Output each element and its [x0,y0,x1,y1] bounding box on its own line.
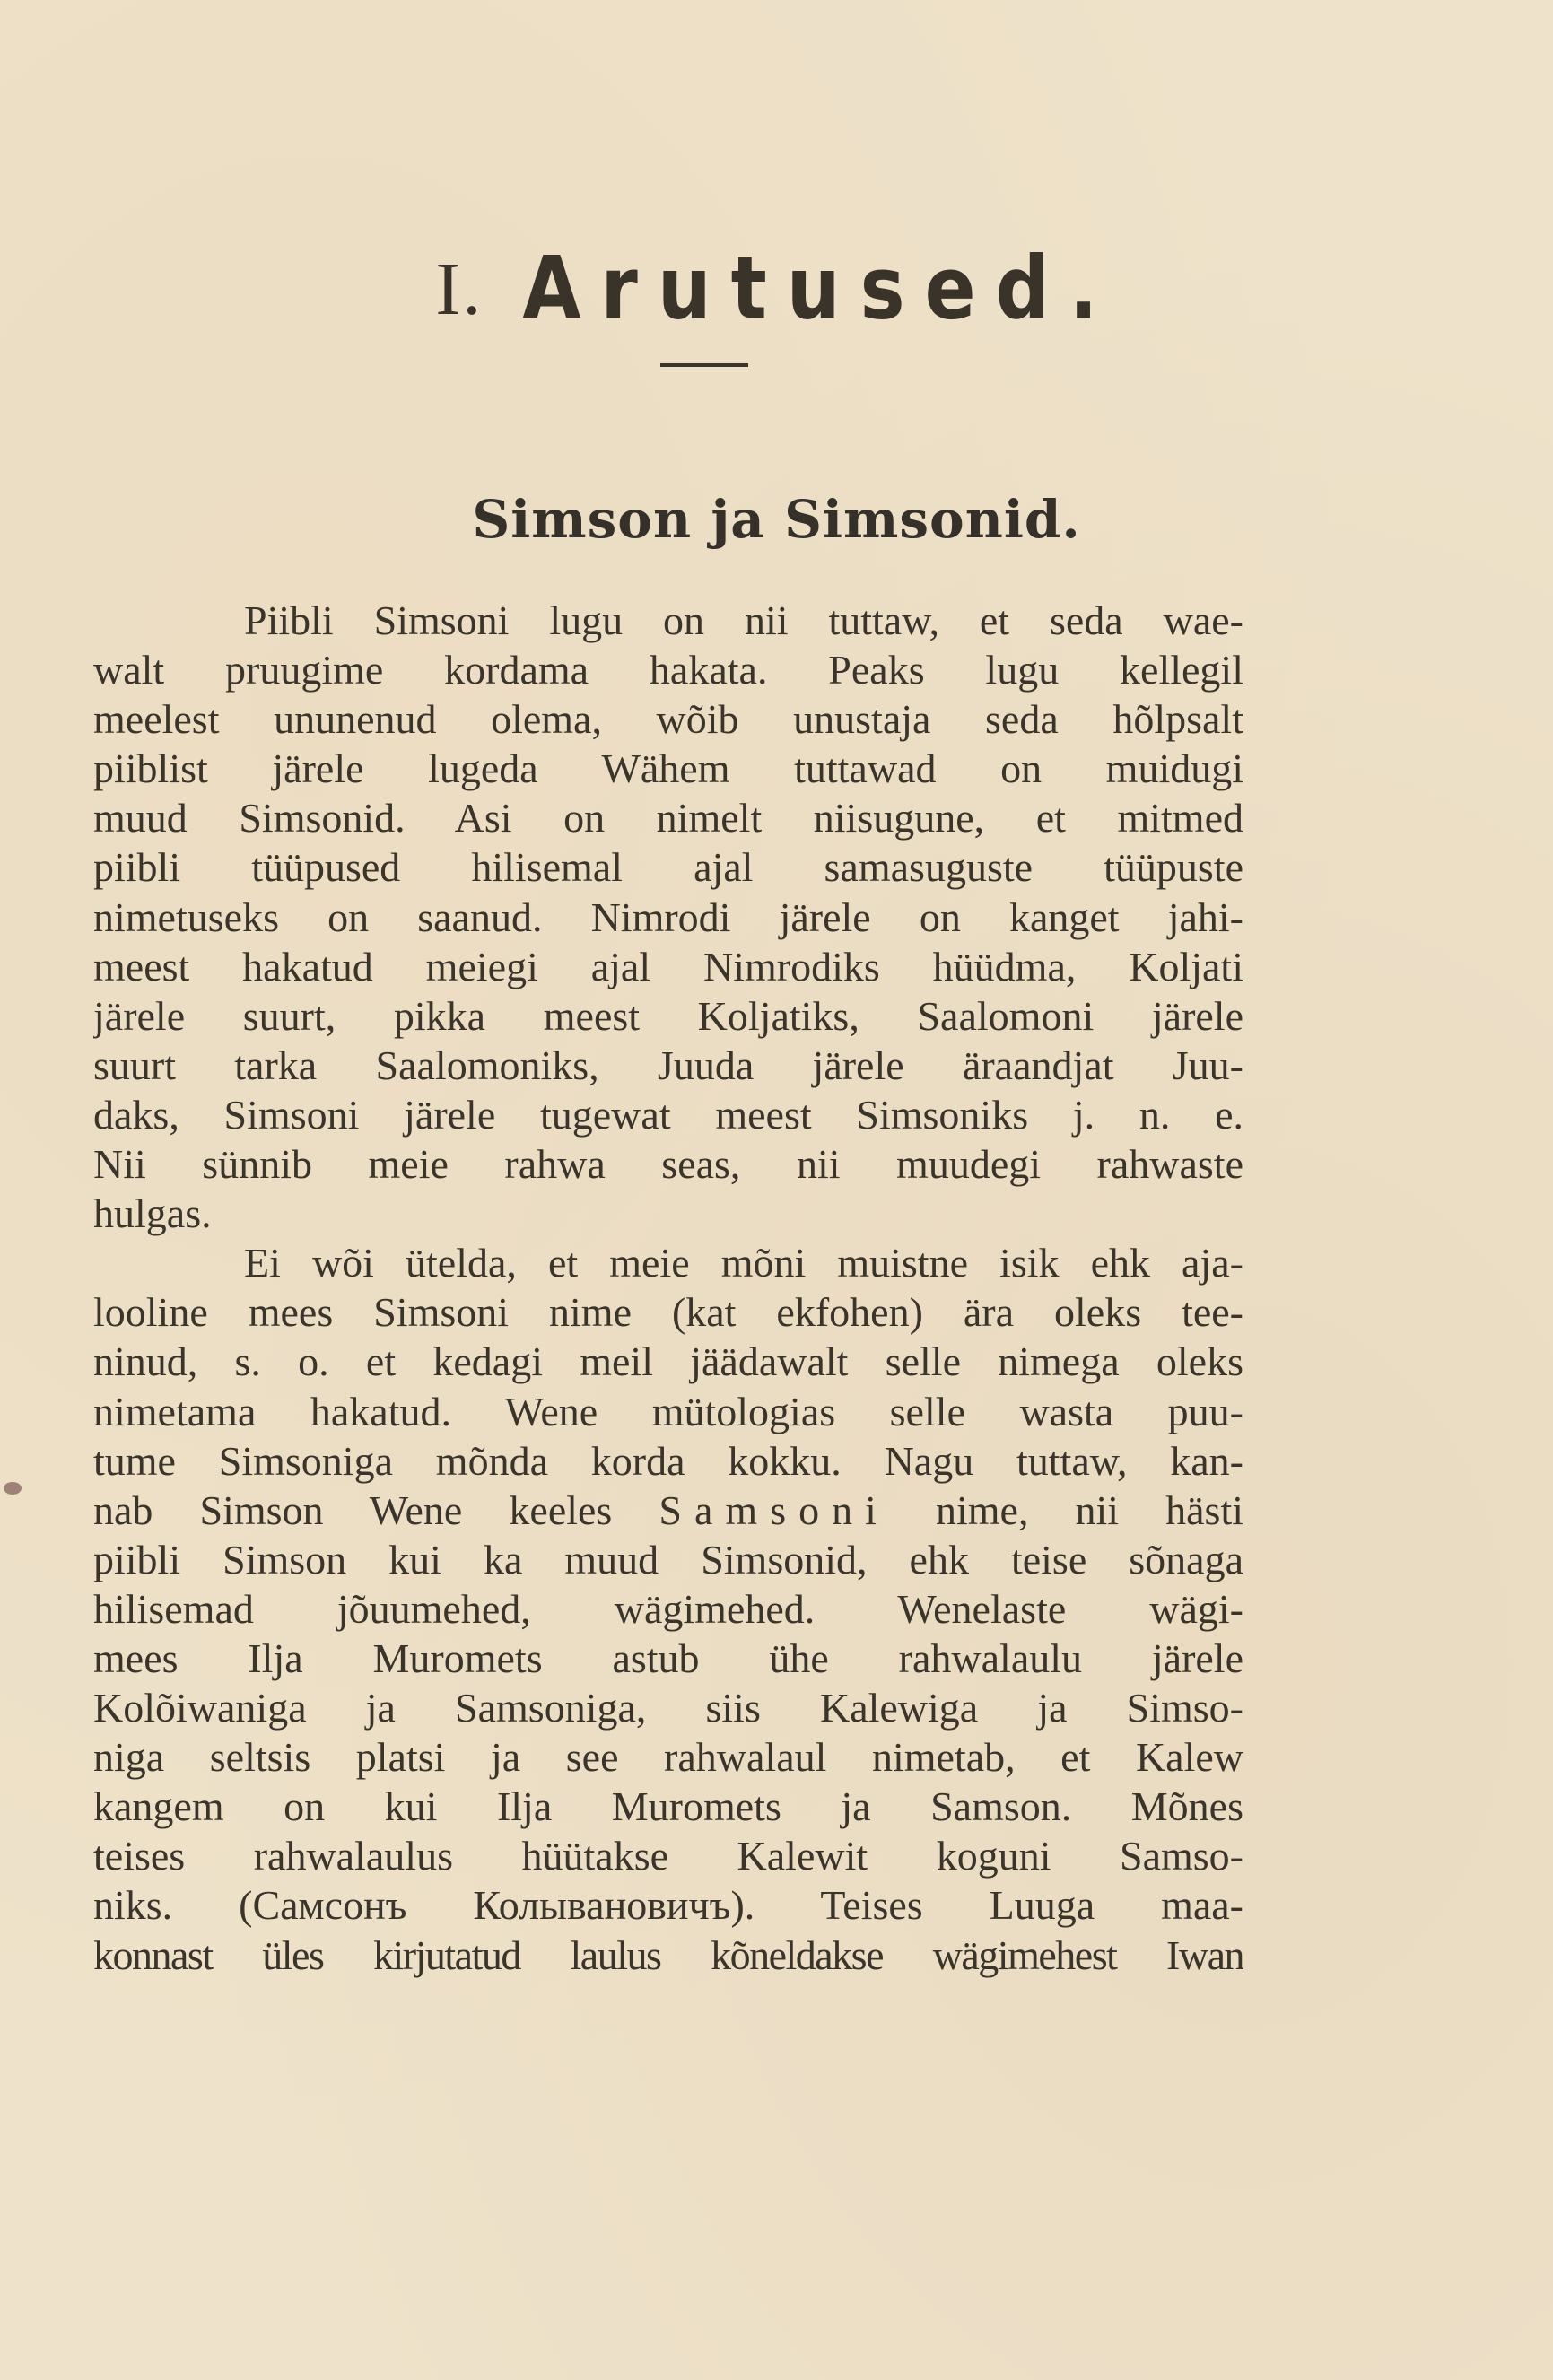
text-segment: nab Simson Wene keeles [93,1486,613,1533]
text-line: Piibli Simsoni lugu on nii tuttaw, et seda wae- [244,597,1243,643]
text-line: nimetama hakatud. Wene mütologias selle wasta puu- [93,1388,1243,1434]
text-line: järele suurt, pikka meest Koljatiks, Saalomoni järele [93,992,1243,1039]
text-line: hilisemad jõuumehed, wägimehed. Wenelaste wägi- [93,1585,1243,1632]
emphasized-word: Samsoni [659,1486,889,1533]
chapter-heading [0,237,1553,339]
text-line: daks, Simsoni järele tugewat meest Simsoniks j. n. e. [93,1091,1243,1138]
text-line: suurt tarka Saalomoniks, Juuda järele äraandjat Juu- [93,1042,1243,1088]
text-line: teises rahwalaulus hüütakse Kalewit koguni Samso- [93,1833,1243,1879]
text-line: Ei wõi ütelda, et meie mõni muistne isik ehk aja- [244,1240,1243,1286]
chapter-title: Arutused. [522,237,1118,339]
text-line: kangem on kui Ilja Muromets ja Samson. Mõnes [93,1783,1243,1830]
text-line-mixed [93,1880,1243,1930]
text-line: hulgas. [93,1190,212,1237]
heading-divider [660,363,748,367]
text-line: mees Ilja Muromets astub ühe rahwalaulu järele [93,1635,1243,1681]
chapter-number: I. [435,248,484,331]
text-line: niga seltsis platsi ja see rahwalaul nimetab, et Kalew [93,1734,1243,1781]
text-line-mixed [93,1486,1243,1535]
body-text [93,596,1243,1980]
text-line: walt pruugime kordama hakata. Peaks lugu kellegil [93,647,1243,693]
text-line: tume Simsoniga mõnda korda kokku. Nagu tuttaw, kan- [93,1437,1243,1484]
text-line: piibli tüüpused hilisemal ajal samasuguste tüüpuste [93,844,1243,891]
text-line: Nii sünnib meie rahwa seas, nii muudegi rahwaste [93,1141,1243,1188]
text-segment: niks. [93,1882,173,1929]
section-title: Simson ja Simsonid. [472,489,1081,550]
text-segment: Teises Luuga maa- [820,1882,1243,1929]
text-line: nimetuseks on saanud. Nimrodi järele on kanget jahi- [93,894,1243,940]
text-line: piibli Simson kui ka muud Simsonid, ehk teise sõnaga [93,1536,1243,1582]
paper-blemish [4,1482,22,1495]
text-line: Kolõiwaniga ja Samsoniga, siis Kalewiga ja Simso- [93,1685,1243,1731]
cyrillic-name: (Самсонъ Колывановичъ). [239,1882,755,1929]
text-line: looline mees Simsoni nime (kat ekfohen) ära oleks tee- [93,1289,1243,1336]
text-line: ninud, s. o. et kedagi meil jäädawalt selle nimega oleks [93,1338,1243,1385]
text-line: meest hakatud meiegi ajal Nimrodiks hüüdma, Koljati [93,943,1243,989]
text-line: muud Simsonid. Asi on nimelt niisugune, et mitmed [93,795,1243,841]
text-line: piiblist järele lugeda Wähem tuttawad on muidugi [93,745,1243,792]
text-line: meelest ununenud olema, wõib unustaja seda hõlpsalt [93,696,1243,743]
text-segment: nime, nii hästi [935,1486,1243,1533]
text-line: konnast üles kirjutatud laulus kõneldakse wägimehest Iwan [93,1931,1243,1978]
